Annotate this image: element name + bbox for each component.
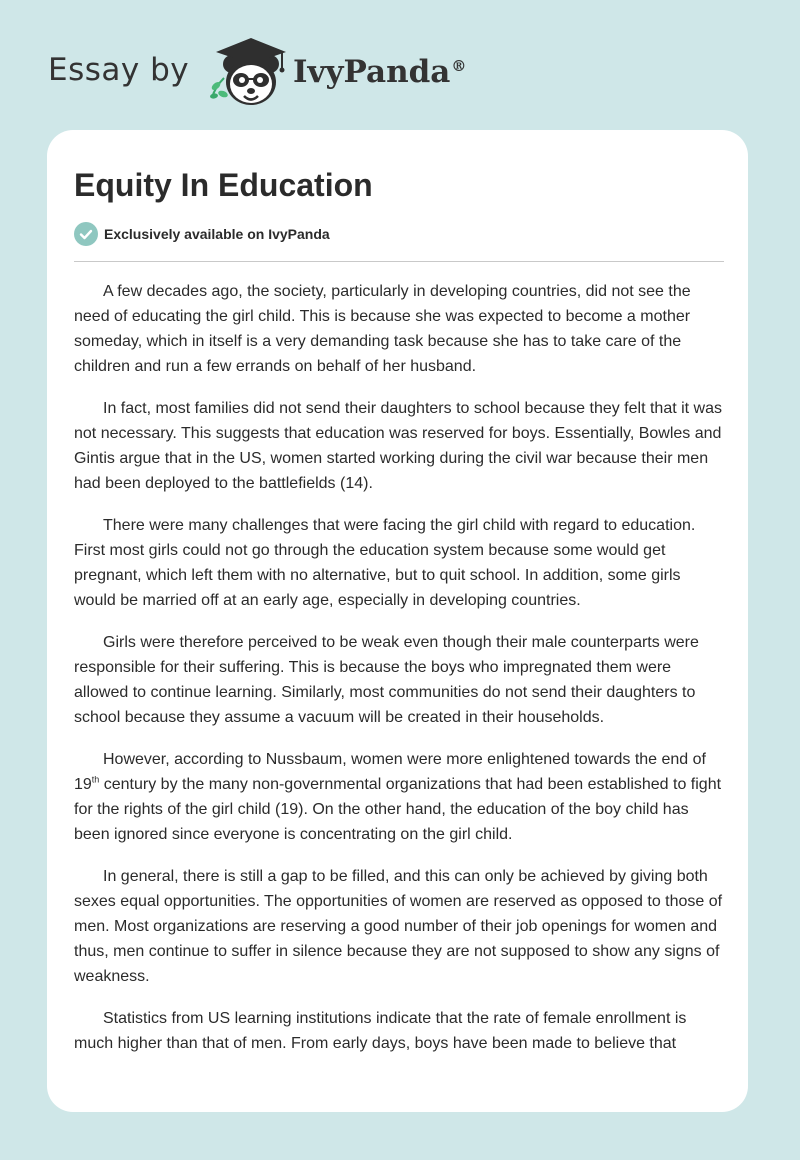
check-circle-icon [74, 222, 98, 246]
essay-paragraph: In general, there is still a gap to be filled, and this can only be achieved by giving both sexes equal opportunities. The opportunities of women are reserved as opposed to those of men. Most organizations are reserving a good number of their job openings for women and thus, men continue to suffer in silence because they are not supposed to show any signs of weakness. [74, 868, 723, 985]
brand-name [293, 54, 466, 90]
essay-body [74, 279, 726, 1073]
brand-header [48, 34, 508, 114]
panda-graduate-logo-icon [204, 34, 294, 110]
essay-paragraph [74, 747, 726, 847]
exclusive-badge-text: Exclusively available on IvyPanda [104, 226, 330, 242]
paragraph-text: century by the many non-governmental organizations that had been established to fight for the rights of the girl child (19). On the other hand, the education of the boy child has been ignored since everyone is concentrating on the girl child. [74, 776, 722, 843]
essay-title: Equity In Education [74, 167, 373, 203]
paragraph-text: However, according to Nussbaum, women were more enlightened towards the end of 19 [74, 751, 706, 793]
essay-card [47, 130, 748, 1112]
essay-paragraph: A few decades ago, the society, particularly in developing countries, did not see the need of educating the girl child. This is because she was expected to become a mother someday, which in itself is a very demanding task because she has to take care of the children and run a few errands on behalf of her husband. [74, 283, 691, 375]
title-divider [74, 261, 724, 262]
ordinal-superscript: th [91, 774, 100, 785]
registered-mark: ® [451, 56, 467, 75]
essay-paragraph: Statistics from US learning institutions indicate that the rate of female enrollment is much higher than that of men. From early days, boys have been made to believe that [74, 1010, 687, 1052]
exclusive-badge [74, 223, 330, 245]
essay-paragraph: There were many challenges that were facing the girl child with regard to education. First most girls could not go through the education system because some would get pregnant, which left them with no alternative, but to quit school. In addition, some girls would be married off at an early age, especially in developing countries. [74, 517, 696, 609]
brand-prefix: Essay by [48, 52, 190, 88]
brand-name-text: IvyPanda [293, 54, 451, 90]
essay-paragraph: Girls were therefore perceived to be weak even though their male counterparts were responsible for their suffering. This is because the boys who impregnated them were allowed to continue learning. Similarly, most communities do not send their daughters to school because they assume a vacuum will be created in their households. [74, 634, 699, 726]
essay-paragraph: In fact, most families did not send their daughters to school because they felt that it was not necessary. This suggests that education was reserved for boys. Essentially, Bowles and Gintis argue that in the US, women started working during the civil war because their men had been deployed to the battlefields (14). [74, 400, 722, 492]
